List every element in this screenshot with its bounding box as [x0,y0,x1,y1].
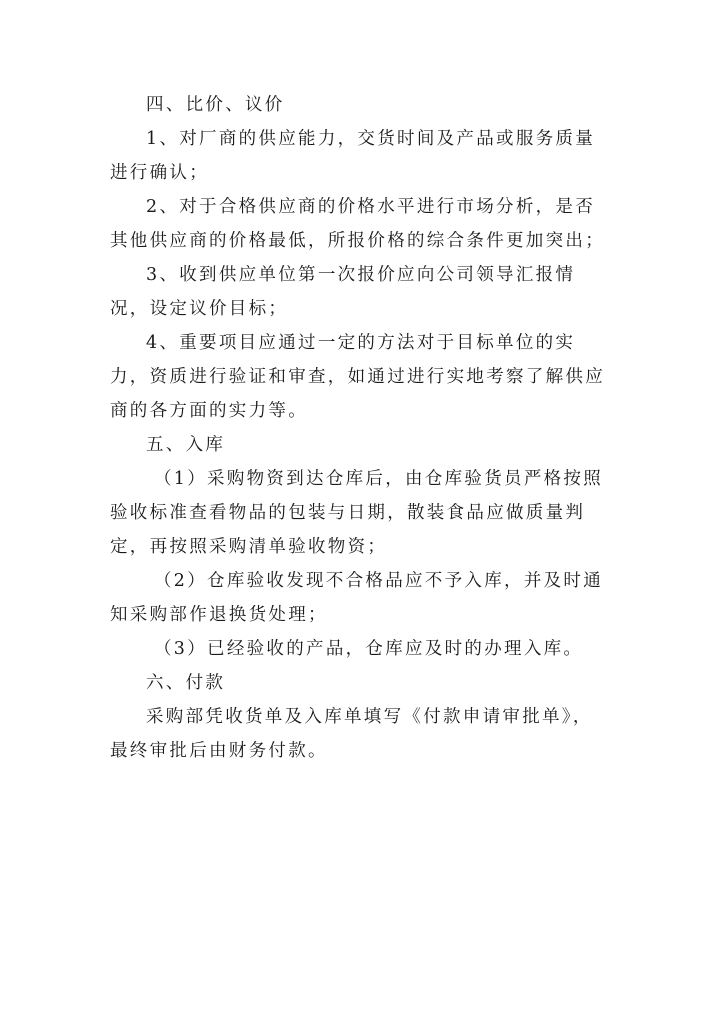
paragraph-4-4: 4、重要项目应通过一定的方法对于目标单位的实力，资质进行验证和审查，如通过进行实地考察了解供应商的各方面的实力等。 [110,333,605,421]
paragraph-5-3: （3）已经验收的产品，仓库应及时的办理入库。 [154,639,584,659]
paragraph-4-1: 1、对厂商的供应能力，交货时间及产品或服务质量进行确认； [110,129,596,183]
paragraph-4-3: 3、收到供应单位第一次报价应向公司领导汇报情况，设定议价目标； [110,265,576,319]
paragraph-6-1: 采购部凭收货单及入库单填写《付款申请审批单》，最终审批后由财务付款。 [110,707,593,761]
section-heading-6: 六、付款 [146,673,226,693]
paragraph-5-2: （2）仓库验收发现不合格品应不予入库，并及时通知采购部作退换货处理； [110,571,604,625]
section-heading-5: 五、入库 [146,435,226,455]
paragraph-4-2: 2、对于合格供应商的价格水平进行市场分析，是否其他供应商的价格最低，所报价格的综合条件更加突出； [110,197,605,251]
section-heading-4: 四、比价、议价 [146,95,285,115]
paragraph-5-1: （1）采购物资到达仓库后，由仓库验货员严格按照验收标准查看物品的包装与日期，散装食品应做质量判定，再按照采购清单验收物资； [110,469,604,557]
document-body [110,88,610,768]
